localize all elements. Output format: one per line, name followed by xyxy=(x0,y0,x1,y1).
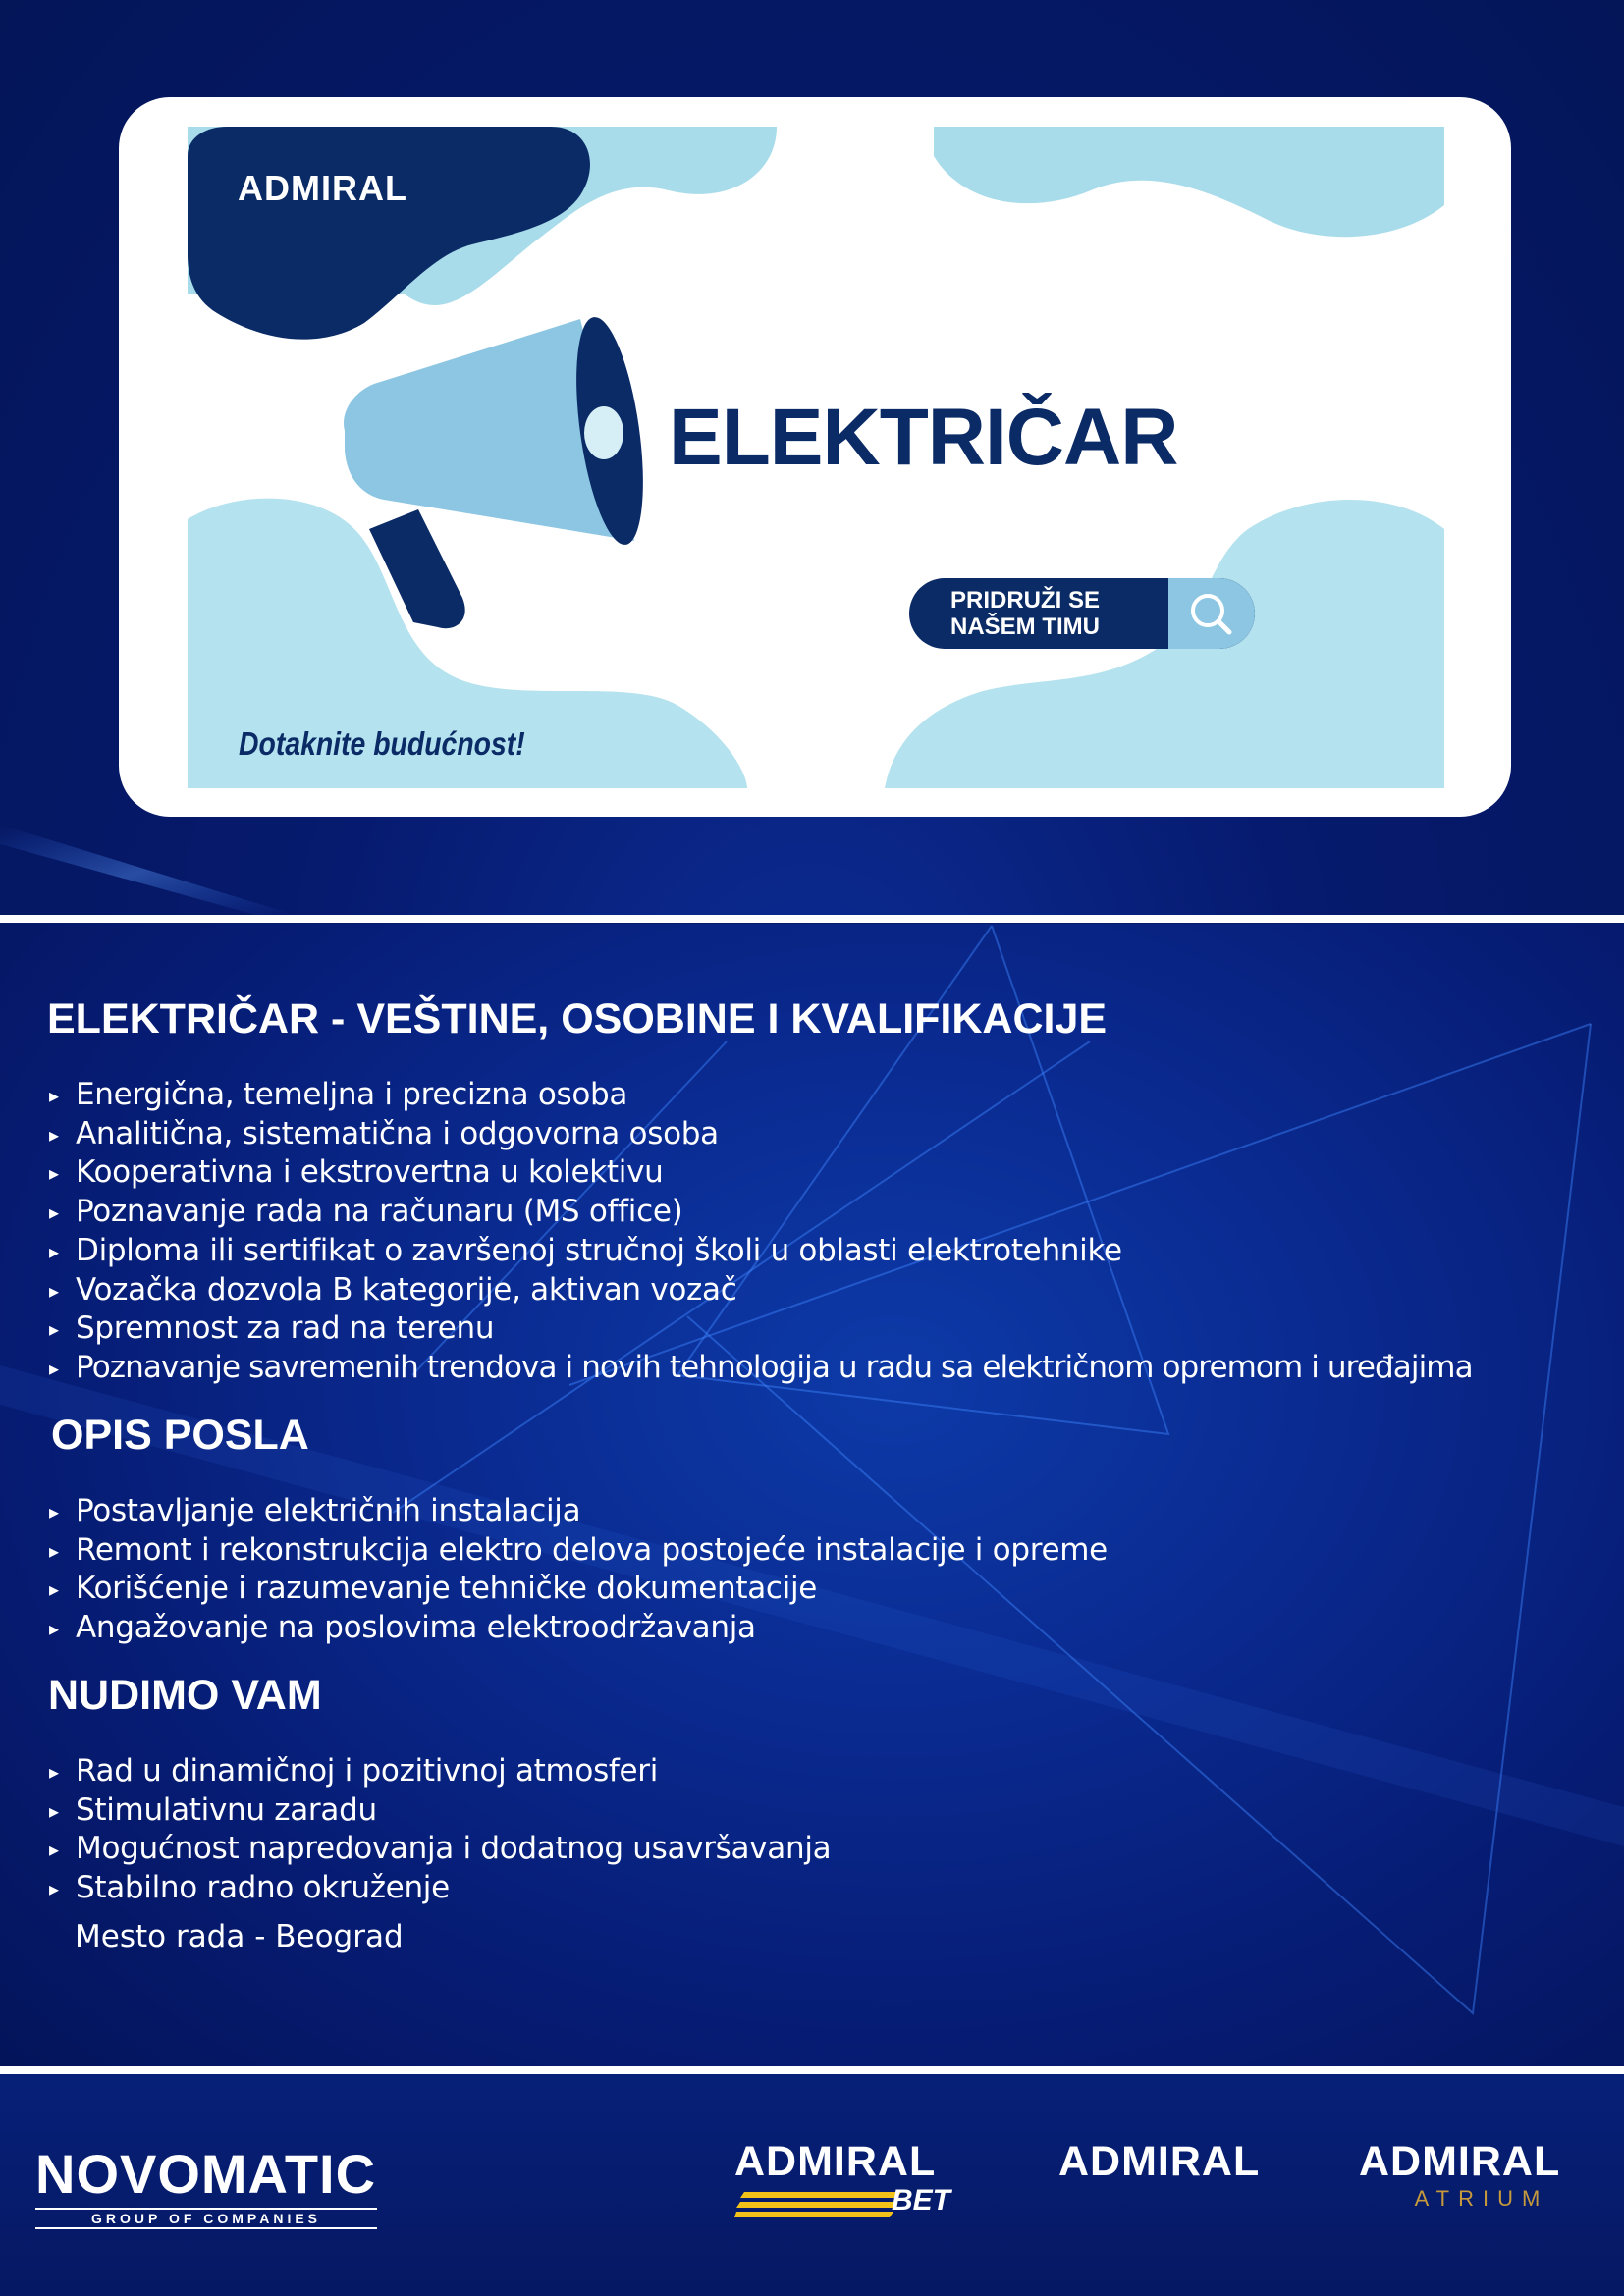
offer-title: NUDIMO VAM xyxy=(48,1672,322,1719)
skills-list xyxy=(49,1076,1473,1388)
job-title: ELEKTRIČAR xyxy=(669,393,1178,482)
bullet-icon: ▸ xyxy=(49,1084,59,1107)
tagline: Dotaknite budućnost! xyxy=(239,725,525,762)
job-description-list xyxy=(49,1492,1108,1648)
bullet-icon: ▸ xyxy=(49,1317,59,1342)
bullet-icon: ▸ xyxy=(49,1278,59,1303)
bullet-icon: ▸ xyxy=(49,1239,59,1263)
bullet-icon: ▸ xyxy=(49,1798,59,1823)
bullet-icon: ▸ xyxy=(49,1577,59,1602)
list-item: ▸ Stimulativnu zaradu xyxy=(49,1791,831,1831)
job-ad-card xyxy=(119,97,1511,817)
list-item: ▸ Poznavanje rada na računaru (MS office) xyxy=(49,1193,1473,1232)
list-item: ▸ Analitična, sistematična i odgovorna osoba xyxy=(49,1115,1473,1154)
list-item: ▸ Mogućnost napredovanja i dodatnog usavršavanja xyxy=(49,1830,831,1869)
divider-top xyxy=(0,915,1624,923)
skills-title: ELEKTRIČAR - VEŠTINE, OSOBINE I KVALIFIKACIJE xyxy=(47,995,1108,1042)
bullet-icon: ▸ xyxy=(49,1122,59,1147)
bet-stripes-icon xyxy=(734,2190,911,2221)
list-item: ▸ Kooperativna i ekstrovertna u kolektivu xyxy=(49,1153,1473,1193)
list-item: ▸ Korišćenje i razumevanje tehničke dokumentacije xyxy=(49,1570,1108,1609)
list-item: ▸ Vozačka dozvola B kategorije, aktivan vozač xyxy=(49,1271,1473,1310)
bullet-icon: ▸ xyxy=(49,1356,59,1380)
top-banner-background xyxy=(0,0,1624,915)
list-item: ▸ Diploma ili sertifikat o završenoj stručnoj školi u oblasti elektrotehnike xyxy=(49,1232,1473,1271)
list-item: ▸ Angažovanje na poslovima elektroodržavanja xyxy=(49,1609,1108,1648)
bullet-icon: ▸ xyxy=(49,1201,59,1225)
bullet-icon: ▸ xyxy=(49,1538,59,1563)
admiral-atrium-logo: ADMIRAL ATRIUM xyxy=(1359,2138,1561,2211)
admiral-bet-logo: ADMIRAL BET xyxy=(734,2138,980,2221)
admiral-logo-footer: ADMIRAL xyxy=(1058,2138,1261,2185)
list-item: ▸ Spremnost za rad na terenu xyxy=(49,1309,1473,1349)
join-team-button[interactable] xyxy=(909,578,1255,649)
bullet-icon: ▸ xyxy=(49,1500,59,1523)
offer-list xyxy=(49,1752,831,1908)
job-description-title: OPIS POSLA xyxy=(51,1412,309,1459)
novomatic-logo: NOVOMATIC GROUP OF COMPANIES xyxy=(35,2142,377,2229)
bullet-icon: ▸ xyxy=(49,1161,59,1186)
list-item: ▸ Stabilno radno okruženje xyxy=(49,1869,831,1908)
bullet-icon: ▸ xyxy=(49,1877,59,1901)
bullet-icon: ▸ xyxy=(49,1838,59,1862)
admiral-logo: ADMIRAL xyxy=(238,168,407,208)
join-team-label: PRIDRUŽI SE NAŠEM TIMU xyxy=(950,587,1101,640)
list-item: ▸ Postavljanje električnih instalacija xyxy=(49,1492,1108,1531)
list-item: ▸ Rad u dinamičnoj i pozitivnoj atmosferi xyxy=(49,1752,831,1791)
list-item: ▸ Remont i rekonstrukcija elektro delova postojeće instalacije i opreme xyxy=(49,1531,1108,1571)
divider-bottom xyxy=(0,2066,1624,2074)
work-location: Mesto rada - Beograd xyxy=(75,1919,404,1954)
bullet-icon: ▸ xyxy=(49,1617,59,1641)
search-icon xyxy=(1168,578,1255,649)
list-item: ▸ Energična, temeljna i precizna osoba xyxy=(49,1076,1473,1115)
bullet-icon: ▸ xyxy=(49,1760,59,1784)
list-item: ▸ Poznavanje savremenih trendova i novih tehnologija u radu sa električnom opremom i uređajima xyxy=(49,1349,1473,1388)
